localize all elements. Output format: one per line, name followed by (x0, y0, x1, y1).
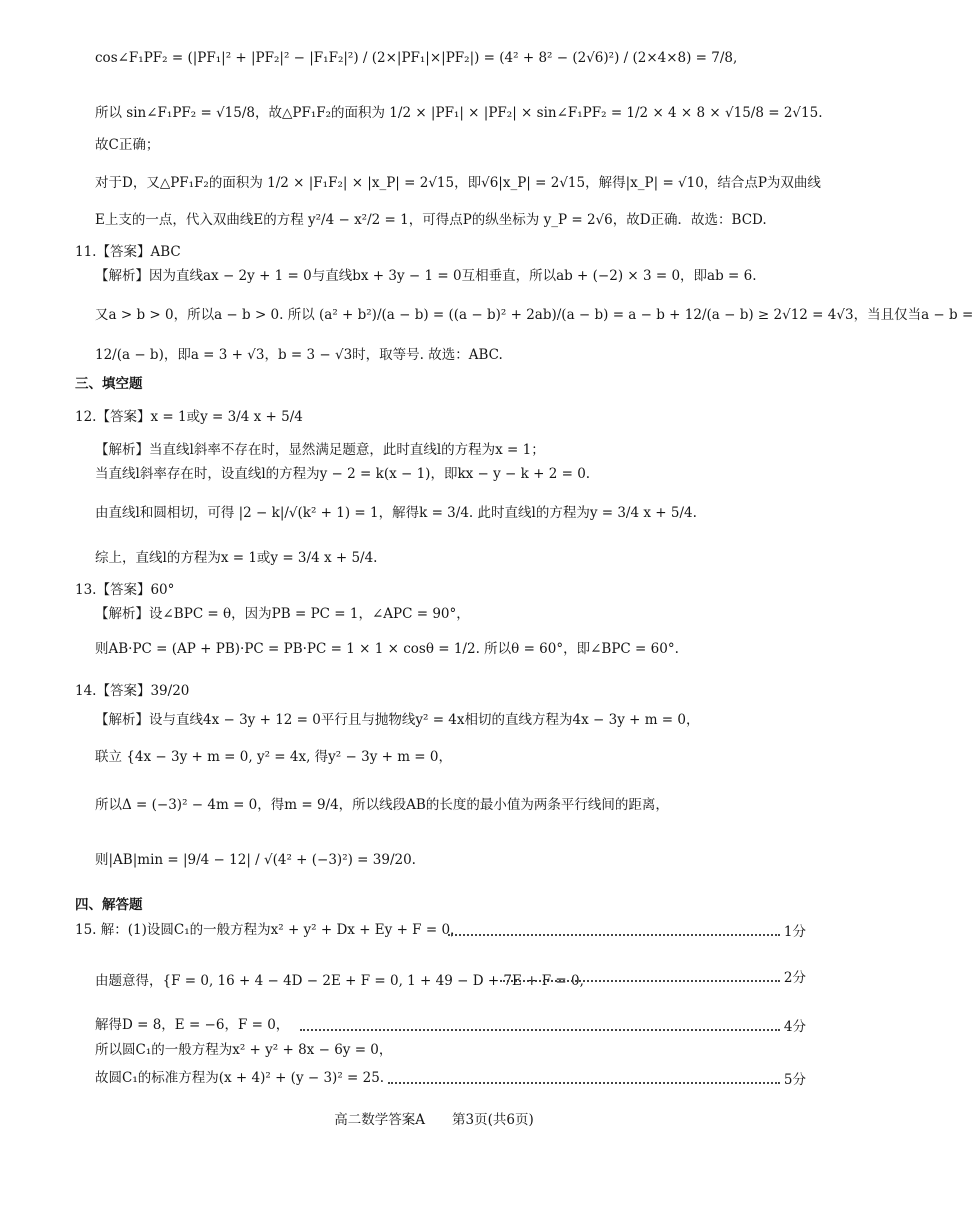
q15-score-2: 2分 (783, 970, 806, 986)
q11-answer-text: 11.【答案】ABC (75, 244, 181, 260)
q12-analysis-4 (95, 543, 808, 573)
q15-line-4-text: 所以圆C₁的一般方程为x² + y² + 8x − 6y = 0， (95, 1042, 393, 1058)
q11-analysis-3 (95, 340, 808, 370)
q12-analysis-2-text: 当直线l斜率存在时，设直线l的方程为y − 2 = k(x − 1)，即kx − y − k + 2 = 0. (95, 466, 591, 482)
p10-c-text: 故C正确； (95, 137, 160, 153)
q15-line-5-text: 故圆C₁的标准方程为(x + 4)² + (y − 3)² = 25. (95, 1070, 385, 1086)
p10-c-line (95, 135, 808, 155)
q15-line-1-text: 15. 解：(1)设圆C₁的一般方程为x² + y² + Dx + Ey + F = 0， (75, 922, 464, 938)
q12-analysis-1-text: 【解析】当直线l斜率不存在时，显然满足题意，此时直线l的方程为x = 1； (95, 442, 545, 458)
q14-analysis-3 (95, 790, 808, 820)
q12-analysis-3 (95, 498, 808, 528)
q15-score-1: 1分 (783, 924, 806, 940)
q12-analysis-1 (95, 440, 808, 460)
q15-score-5: 5分 (783, 1072, 806, 1088)
section-4-text: 四、解答题 (75, 897, 143, 913)
q12-analysis-3-text: 由直线l和圆相切，可得 |2 − k|/√(k² + 1) = 1，解得k = 3/4. 此时直线l的方程为y = 3/4 x + 5/4. (95, 505, 697, 521)
p10-cos-text: cos∠F₁PF₂ = (|PF₁|² + |PF₂|² − |F₁F₂|²) / (2×|PF₁|×|PF₂|) = (4² + 8² − (2√6)²) / (2×4×8) = 7/8, (95, 50, 738, 66)
q13-answer-text: 13.【答案】60° (75, 582, 175, 598)
q11-analysis-1-text: 【解析】因为直线ax − 2y + 1 = 0与直线bx + 3y − 1 = 0互相垂直，所以ab + (−2) × 3 = 0，即ab = 6. (95, 268, 757, 284)
q11-answer (75, 242, 808, 262)
p10-cos-line (95, 38, 808, 78)
p10-sin-line (95, 98, 823, 128)
q14-answer (75, 676, 808, 706)
q14-analysis-2 (95, 737, 808, 777)
section-3-text: 三、填空题 (75, 376, 143, 392)
leader-dots (500, 980, 780, 982)
q14-answer-text: 14.【答案】39/20 (75, 683, 190, 699)
q13-analysis-1-text: 【解析】设∠BPC = θ，因为PB = PC = 1，∠APC = 90°， (95, 606, 470, 622)
q15-line-3 (95, 1015, 289, 1035)
q13-answer (75, 580, 808, 600)
q14-analysis-3-text: 所以Δ = (−3)² − 4m = 0，得m = 9/4，所以线段AB的长度的最小值为两条平行线间的距离， (95, 797, 669, 813)
q13-analysis-2-text: 则AB·PC = (AP + PB)·PC = PB·PC = 1 × 1 × cosθ = 1/2. 所以θ = 60°，即∠BPC = 60°. (95, 641, 679, 657)
q12-answer-text: 12.【答案】x = 1或y = 3/4 x + 5/4 (75, 409, 303, 425)
q14-analysis-1 (95, 710, 808, 730)
leader-dots (448, 934, 780, 936)
q15-score-3: 4分 (783, 1019, 806, 1035)
q11-analysis-3-text: 12/(a − b)，即a = 3 + √3，b = 3 − √3时，取等号. 故选：ABC. (95, 347, 503, 363)
q11-analysis-2 (95, 300, 973, 330)
q13-analysis-1 (95, 604, 808, 624)
q14-analysis-1-text: 【解析】设与直线4x − 3y + 12 = 0平行且与抛物线y² = 4x相切的直线方程为4x − 3y + m = 0， (95, 712, 700, 728)
q12-analysis-4-text: 综上，直线l的方程为x = 1或y = 3/4 x + 5/4. (95, 550, 378, 566)
p10-d2-text: E上支的一点，代入双曲线E的方程 y²/4 − x²/2 = 1，可得点P的纵坐标为 y_P = 2√6，故D正确．故选：BCD. (95, 212, 767, 228)
q15-line-1 (75, 920, 464, 940)
p10-d1-text: 对于D，又△PF₁F₂的面积为 1/2 × |F₁F₂| × |x_P| = 2√15，即√6|x_P| = 2√15，解得|x_P| = √10，结合点P为双曲线 (95, 175, 821, 191)
q15-line-5 (95, 1068, 384, 1088)
leader-dots (300, 1029, 780, 1031)
p10-d1-line (95, 168, 821, 198)
q13-analysis-2 (95, 634, 808, 664)
q15-line-2-text: 由题意得，{F = 0, 16 + 4 − 4D − 2E + F = 0, 1 + 49 − D + 7E + F = 0, (95, 973, 584, 989)
q11-analysis-1 (95, 266, 808, 286)
p10-sin-text: 所以 sin∠F₁PF₂ = √15/8，故△PF₁F₂的面积为 1/2 × |PF₁| × |PF₂| × sin∠F₁PF₂ = 1/2 × 4 × 8 × √15/8 = 2√15. (95, 105, 823, 121)
section-4-heading (75, 895, 808, 915)
q15-line-3-text: 解得D = 8，E = −6，F = 0， (95, 1017, 290, 1033)
page-footer: 高二数学答案A 第3页(共6页) (334, 1112, 534, 1128)
q14-analysis-4 (95, 840, 808, 880)
q14-analysis-2-text: 联立 {4x − 3y + m = 0, y² = 4x, 得y² − 3y + m = 0， (95, 749, 452, 765)
q11-analysis-2-text: 又a > b > 0，所以a − b > 0. 所以 (a² + b²)/(a − b) = ((a − b)² + 2ab)/(a − b) = a − b + 12/(a − b) ≥ 2√12 = 4√3，当且仅当a − b = (95, 307, 973, 323)
q15-line-4 (95, 1040, 392, 1060)
q14-analysis-4-text: 则|AB|min = |9/4 − 12| / √(4² + (−3)²) = 39/20. (95, 852, 416, 868)
section-3-heading (75, 374, 808, 394)
q12-answer (75, 402, 808, 432)
q12-analysis-2 (95, 464, 808, 484)
leader-dots (388, 1082, 780, 1084)
p10-d2-line (95, 205, 808, 235)
